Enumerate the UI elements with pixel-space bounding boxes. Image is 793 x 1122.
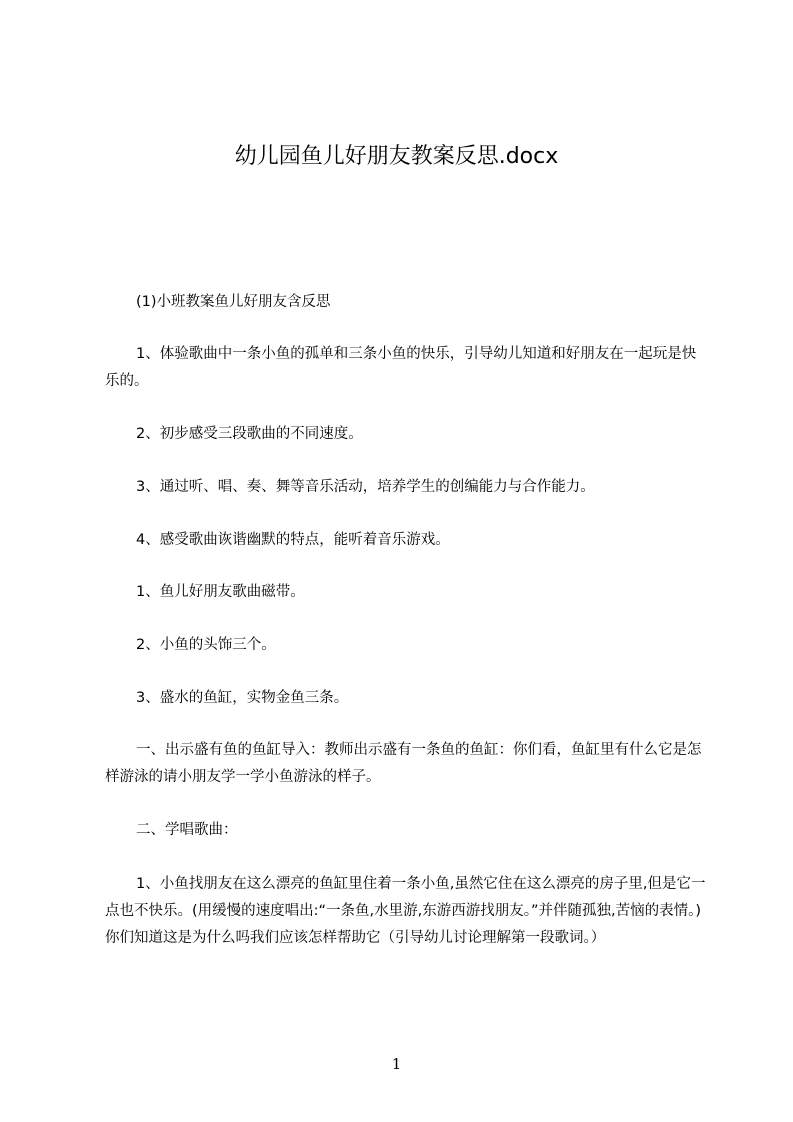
- section-heading: (1)小班教案鱼儿好朋友含反思: [136, 294, 331, 310]
- process-step-2-heading: 二、学唱歌曲：: [136, 822, 238, 838]
- objective-3: 3、通过听、唱、奏、舞等音乐活动，培养学生的创编能力与合作能力。: [136, 479, 595, 495]
- process-step-2-detail: 1、小鱼找朋友在这么漂亮的鱼缸里住着一条小鱼,虽然它住在这么漂亮的房子里,但是它一点也不快乐。(用缓慢的速度唱出:“一条鱼,水里游,东游西游找朋友。”并伴随孤独,苦恼的表情。)你们知道这是为什么吗我们应该怎样帮助它（引导幼儿讨论理解第一段歌词。）: [105, 876, 706, 946]
- page-number: 1: [391, 1055, 402, 1073]
- objective-4: 4、感受歌曲诙谐幽默的特点，能听着音乐游戏。: [136, 532, 450, 548]
- document-title: 幼儿园鱼儿好朋友教案反思.docx: [234, 144, 559, 169]
- objective-1: 1、体验歌曲中一条小鱼的孤单和三条小鱼的快乐，引导幼儿知道和好朋友在一起玩是快乐的。: [105, 346, 697, 389]
- material-2: 2、小鱼的头饰三个。: [136, 637, 276, 653]
- material-3: 3、盛水的鱼缸，实物金鱼三条。: [136, 690, 349, 706]
- material-1: 1、鱼儿好朋友歌曲磁带。: [136, 584, 305, 600]
- process-step-1: 一、出示盛有鱼的鱼缸导入：教师出示盛有一条鱼的鱼缸：你们看，鱼缸里有什么它是怎样游泳的请小朋友学一学小鱼游泳的样子。: [105, 742, 702, 785]
- objective-2: 2、初步感受三段歌曲的不同速度。: [136, 426, 363, 442]
